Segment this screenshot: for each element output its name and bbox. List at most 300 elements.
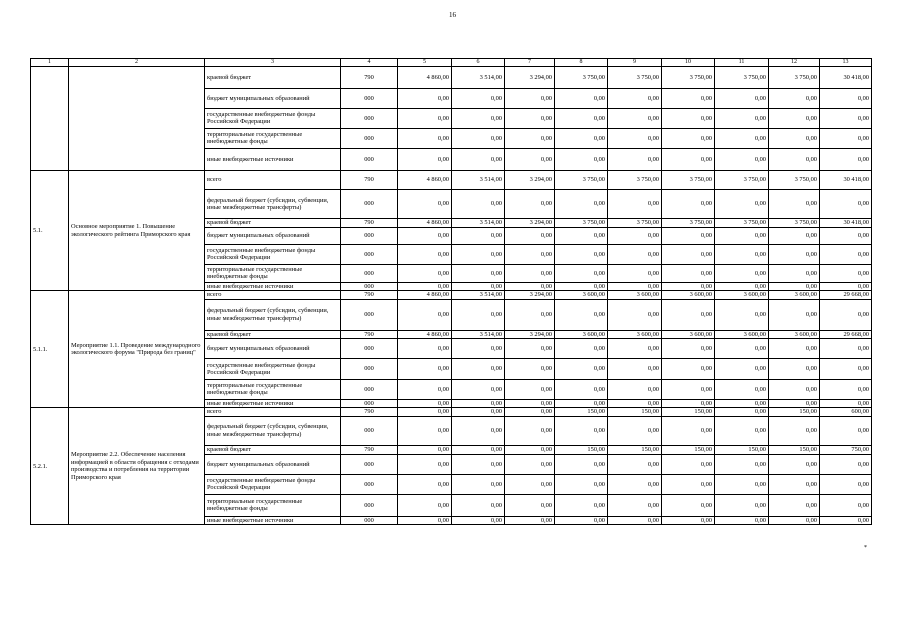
year-value: 0,00	[608, 299, 662, 330]
total-value: 0,00	[820, 379, 872, 399]
year-value: 0,00	[608, 108, 662, 128]
year-value: 0,00	[555, 338, 608, 358]
total-value: 0,00	[820, 128, 872, 148]
budget-code: 000	[341, 474, 398, 494]
year-value: 0,00	[505, 399, 555, 407]
total-value: 0,00	[820, 474, 872, 494]
year-value: 0,00	[555, 108, 608, 128]
column-number: 11	[715, 59, 769, 67]
year-value: 0,00	[662, 189, 715, 218]
year-value: 150,00	[555, 408, 608, 416]
budget-code: 000	[341, 494, 398, 516]
year-value: 0,00	[452, 128, 505, 148]
year-value: 0,00	[715, 148, 769, 170]
budget-table-body	[31, 59, 872, 525]
year-value: 0,00	[715, 282, 769, 290]
year-value: 4 860,00	[398, 330, 452, 338]
year-value: 0,00	[608, 244, 662, 264]
budget-code: 000	[341, 454, 398, 474]
year-value: 0,00	[398, 244, 452, 264]
year-value: 0,00	[398, 108, 452, 128]
total-value: 0,00	[820, 399, 872, 407]
year-value: 0,00	[662, 416, 715, 445]
budget-code: 000	[341, 189, 398, 218]
year-value: 0,00	[608, 338, 662, 358]
funding-source: государственные внебюджетные фонды Российской Федерации	[205, 244, 341, 264]
total-value: 0,00	[820, 227, 872, 244]
budget-code: 000	[341, 416, 398, 445]
activity-name: Мероприятие 1.1. Проведение международного экологического форума "Природа без границ"	[69, 291, 205, 408]
year-value: 0,00	[505, 148, 555, 170]
budget-code: 790	[341, 291, 398, 299]
year-value: 0,00	[608, 264, 662, 282]
year-value: 0,00	[452, 399, 505, 407]
funding-source: территориальные государственные внебюджетные фонды	[205, 264, 341, 282]
year-value: 0,00	[662, 88, 715, 108]
budget-code: 790	[341, 170, 398, 189]
year-value: 3 514,00	[452, 66, 505, 88]
year-value: 0,00	[769, 88, 820, 108]
year-value: 0,00	[398, 282, 452, 290]
year-value: 0,00	[555, 516, 608, 524]
year-value: 150,00	[662, 445, 715, 454]
year-value: 3 294,00	[505, 170, 555, 189]
total-value: 0,00	[820, 108, 872, 128]
funding-source: государственные внебюджетные фонды Российской Федерации	[205, 358, 341, 379]
total-value: 750,00	[820, 445, 872, 454]
year-value: 0,00	[662, 494, 715, 516]
year-value: 3 294,00	[505, 291, 555, 299]
year-value: 0,00	[555, 454, 608, 474]
year-value: 0,00	[452, 282, 505, 290]
year-value: 0,00	[555, 189, 608, 218]
funding-source: иные внебюджетные источники	[205, 282, 341, 290]
year-value: 0,00	[662, 338, 715, 358]
year-value: 0,00	[452, 445, 505, 454]
year-value: 0,00	[398, 358, 452, 379]
year-value: 3 514,00	[452, 291, 505, 299]
year-value: 0,00	[398, 128, 452, 148]
footer-mark: *	[864, 545, 867, 551]
year-value: 0,00	[398, 454, 452, 474]
year-value: 4 860,00	[398, 66, 452, 88]
year-value: 0,00	[555, 379, 608, 399]
year-value: 0,00	[555, 358, 608, 379]
total-value: 0,00	[820, 148, 872, 170]
year-value: 3 294,00	[505, 66, 555, 88]
year-value: 4 860,00	[398, 218, 452, 227]
year-value: 0,00	[662, 244, 715, 264]
year-value: 0,00	[608, 282, 662, 290]
year-value: 0,00	[505, 494, 555, 516]
item-number: 5.1.1.	[31, 291, 69, 408]
year-value: 3 514,00	[452, 170, 505, 189]
budget-code: 000	[341, 399, 398, 407]
column-number: 4	[341, 59, 398, 67]
year-value: 0,00	[505, 128, 555, 148]
year-value: 0,00	[505, 474, 555, 494]
table-row	[31, 66, 872, 88]
year-value: 0,00	[715, 379, 769, 399]
year-value: 0,00	[715, 494, 769, 516]
year-value: 0,00	[715, 358, 769, 379]
year-value: 150,00	[715, 445, 769, 454]
budget-code: 000	[341, 516, 398, 524]
year-value: 0,00	[715, 244, 769, 264]
budget-code: 000	[341, 88, 398, 108]
column-number: 7	[505, 59, 555, 67]
year-value: 3 600,00	[715, 330, 769, 338]
year-value: 0,00	[662, 227, 715, 244]
funding-source: иные внебюджетные источники	[205, 148, 341, 170]
year-value: 0,00	[769, 379, 820, 399]
year-value: 150,00	[769, 445, 820, 454]
year-value: 3 600,00	[715, 291, 769, 299]
year-value: 0,00	[769, 148, 820, 170]
year-value: 0,00	[555, 88, 608, 108]
item-number: 5.1.	[31, 170, 69, 290]
year-value: 0,00	[505, 379, 555, 399]
total-value: 0,00	[820, 338, 872, 358]
year-value: 0,00	[608, 358, 662, 379]
year-value: 3 600,00	[608, 330, 662, 338]
year-value: 0,00	[452, 516, 505, 524]
budget-code: 790	[341, 218, 398, 227]
year-value: 0,00	[769, 264, 820, 282]
column-number: 3	[205, 59, 341, 67]
year-value: 0,00	[398, 445, 452, 454]
year-value: 3 600,00	[769, 330, 820, 338]
year-value: 0,00	[608, 399, 662, 407]
year-value: 0,00	[662, 148, 715, 170]
funding-source: территориальные государственные внебюджетные фонды	[205, 379, 341, 399]
year-value: 0,00	[452, 379, 505, 399]
budget-code: 000	[341, 379, 398, 399]
year-value: 0,00	[398, 148, 452, 170]
total-value: 0,00	[820, 264, 872, 282]
funding-source: всего	[205, 170, 341, 189]
total-value: 0,00	[820, 358, 872, 379]
total-value: 0,00	[820, 189, 872, 218]
year-value: 0,00	[769, 358, 820, 379]
year-value: 0,00	[608, 227, 662, 244]
table-row	[31, 291, 872, 299]
column-number-row	[31, 59, 872, 67]
budget-code: 790	[341, 330, 398, 338]
year-value: 0,00	[769, 416, 820, 445]
year-value: 3 750,00	[608, 66, 662, 88]
year-value: 0,00	[608, 128, 662, 148]
budget-code: 790	[341, 445, 398, 454]
total-value: 0,00	[820, 282, 872, 290]
year-value: 0,00	[452, 338, 505, 358]
year-value: 0,00	[452, 189, 505, 218]
funding-source: государственные внебюджетные фонды Российской Федерации	[205, 108, 341, 128]
column-number: 2	[69, 59, 205, 67]
year-value: 0,00	[662, 474, 715, 494]
funding-source: краевой бюджет	[205, 66, 341, 88]
year-value: 3 750,00	[555, 218, 608, 227]
funding-source: федеральный бюджет (субсидии, субвенции, иные межбюджетные трансферты)	[205, 189, 341, 218]
budget-code: 000	[341, 282, 398, 290]
year-value: 0,00	[398, 399, 452, 407]
column-number: 9	[608, 59, 662, 67]
year-value: 0,00	[452, 108, 505, 128]
year-value: 150,00	[662, 408, 715, 416]
year-value: 0,00	[398, 338, 452, 358]
year-value: 0,00	[505, 264, 555, 282]
year-value: 0,00	[715, 189, 769, 218]
year-value: 0,00	[505, 88, 555, 108]
year-value: 0,00	[505, 108, 555, 128]
year-value: 3 600,00	[608, 291, 662, 299]
total-value: 0,00	[820, 494, 872, 516]
year-value: 0,00	[398, 88, 452, 108]
activity-name: Мероприятие 2.2. Обеспечение населения информацией в области обращения с отходами производства и потребления на территории Приморского края	[69, 408, 205, 525]
year-value: 0,00	[769, 299, 820, 330]
year-value: 0,00	[715, 416, 769, 445]
year-value: 3 750,00	[555, 66, 608, 88]
year-value: 0,00	[505, 338, 555, 358]
year-value: 3 600,00	[662, 330, 715, 338]
item-number: 5.2.1.	[31, 408, 69, 525]
total-value: 0,00	[820, 244, 872, 264]
year-value: 3 514,00	[452, 330, 505, 338]
column-number: 10	[662, 59, 715, 67]
column-number: 1	[31, 59, 69, 67]
budget-code: 000	[341, 264, 398, 282]
year-value: 4 860,00	[398, 170, 452, 189]
year-value: 0,00	[505, 227, 555, 244]
year-value: 0,00	[398, 227, 452, 244]
year-value: 0,00	[555, 282, 608, 290]
year-value: 0,00	[769, 244, 820, 264]
year-value: 0,00	[715, 338, 769, 358]
year-value: 0,00	[769, 227, 820, 244]
year-value: 3 750,00	[662, 218, 715, 227]
year-value: 0,00	[608, 454, 662, 474]
total-value: 30 418,00	[820, 218, 872, 227]
funding-source: федеральный бюджет (субсидии, субвенции, иные межбюджетные трансферты)	[205, 416, 341, 445]
column-number: 13	[820, 59, 872, 67]
year-value: 0,00	[662, 399, 715, 407]
funding-source: бюджет муниципальных образований	[205, 88, 341, 108]
year-value: 0,00	[715, 399, 769, 407]
year-value: 0,00	[715, 88, 769, 108]
year-value: 0,00	[452, 148, 505, 170]
year-value: 0,00	[398, 189, 452, 218]
total-value: 30 418,00	[820, 66, 872, 88]
year-value: 0,00	[608, 379, 662, 399]
funding-source: краевой бюджет	[205, 218, 341, 227]
year-value: 0,00	[662, 264, 715, 282]
year-value: 0,00	[608, 88, 662, 108]
year-value: 3 294,00	[505, 330, 555, 338]
year-value: 150,00	[555, 445, 608, 454]
year-value: 0,00	[555, 494, 608, 516]
year-value: 0,00	[555, 264, 608, 282]
year-value: 0,00	[555, 299, 608, 330]
year-value: 0,00	[769, 399, 820, 407]
budget-code: 000	[341, 227, 398, 244]
funding-source: бюджет муниципальных образований	[205, 227, 341, 244]
year-value: 0,00	[715, 299, 769, 330]
year-value: 0,00	[398, 264, 452, 282]
year-value: 0,00	[769, 108, 820, 128]
year-value: 0,00	[505, 244, 555, 264]
year-value: 3 600,00	[662, 291, 715, 299]
budget-code: 790	[341, 66, 398, 88]
year-value: 3 750,00	[769, 66, 820, 88]
year-value: 150,00	[769, 408, 820, 416]
year-value: 0,00	[398, 516, 452, 524]
funding-source: краевой бюджет	[205, 330, 341, 338]
funding-source: федеральный бюджет (субсидии, субвенции, иные межбюджетные трансферты)	[205, 299, 341, 330]
budget-code: 000	[341, 108, 398, 128]
year-value: 0,00	[452, 299, 505, 330]
page-number: 16	[449, 11, 456, 19]
budget-code: 790	[341, 408, 398, 416]
year-value: 3 600,00	[555, 330, 608, 338]
year-value: 0,00	[452, 227, 505, 244]
year-value: 3 750,00	[715, 170, 769, 189]
funding-source: территориальные государственные внебюджетные фонды	[205, 494, 341, 516]
funding-source: бюджет муниципальных образований	[205, 338, 341, 358]
year-value: 0,00	[769, 454, 820, 474]
year-value: 0,00	[769, 516, 820, 524]
year-value: 0,00	[715, 227, 769, 244]
year-value: 3 750,00	[715, 218, 769, 227]
year-value: 0,00	[608, 416, 662, 445]
year-value: 0,00	[555, 227, 608, 244]
year-value: 3 750,00	[608, 218, 662, 227]
budget-code: 000	[341, 299, 398, 330]
budget-table	[30, 58, 872, 525]
total-value: 0,00	[820, 516, 872, 524]
year-value: 0,00	[662, 379, 715, 399]
year-value: 0,00	[505, 282, 555, 290]
year-value: 0,00	[452, 474, 505, 494]
year-value: 0,00	[505, 416, 555, 445]
budget-code: 000	[341, 358, 398, 379]
year-value: 0,00	[505, 358, 555, 379]
year-value: 0,00	[505, 445, 555, 454]
year-value: 0,00	[505, 408, 555, 416]
funding-source: государственные внебюджетные фонды Российской Федерации	[205, 474, 341, 494]
year-value: 3 600,00	[769, 291, 820, 299]
year-value: 0,00	[505, 299, 555, 330]
year-value: 0,00	[715, 516, 769, 524]
year-value: 0,00	[398, 416, 452, 445]
year-value: 0,00	[769, 128, 820, 148]
year-value: 0,00	[398, 494, 452, 516]
year-value: 0,00	[769, 189, 820, 218]
year-value: 3 750,00	[662, 66, 715, 88]
year-value: 150,00	[608, 408, 662, 416]
funding-source: краевой бюджет	[205, 445, 341, 454]
year-value: 0,00	[715, 264, 769, 282]
year-value: 0,00	[769, 282, 820, 290]
year-value: 0,00	[715, 474, 769, 494]
year-value: 0,00	[662, 299, 715, 330]
total-value: 0,00	[820, 299, 872, 330]
year-value: 0,00	[662, 358, 715, 379]
year-value: 4 860,00	[398, 291, 452, 299]
year-value: 0,00	[715, 454, 769, 474]
year-value: 0,00	[398, 408, 452, 416]
year-value: 0,00	[555, 399, 608, 407]
year-value: 0,00	[398, 474, 452, 494]
year-value: 3 750,00	[769, 170, 820, 189]
year-value: 0,00	[608, 148, 662, 170]
year-value: 0,00	[452, 88, 505, 108]
year-value: 0,00	[662, 128, 715, 148]
year-value: 0,00	[715, 108, 769, 128]
year-value: 0,00	[452, 454, 505, 474]
table-row	[31, 170, 872, 189]
year-value: 0,00	[555, 474, 608, 494]
budget-code: 000	[341, 128, 398, 148]
year-value: 0,00	[769, 474, 820, 494]
year-value: 0,00	[555, 416, 608, 445]
column-number: 5	[398, 59, 452, 67]
total-value: 0,00	[820, 416, 872, 445]
column-number: 6	[452, 59, 505, 67]
year-value: 3 600,00	[555, 291, 608, 299]
year-value: 150,00	[608, 445, 662, 454]
year-value: 0,00	[769, 338, 820, 358]
funding-source: иные внебюджетные источники	[205, 399, 341, 407]
year-value: 0,00	[452, 408, 505, 416]
year-value: 3 750,00	[769, 218, 820, 227]
table-row	[31, 408, 872, 416]
year-value: 3 750,00	[715, 66, 769, 88]
column-number: 12	[769, 59, 820, 67]
year-value: 0,00	[555, 244, 608, 264]
year-value: 0,00	[452, 494, 505, 516]
funding-source: иные внебюджетные источники	[205, 516, 341, 524]
year-value: 0,00	[608, 516, 662, 524]
activity-name	[69, 66, 205, 170]
year-value: 3 294,00	[505, 218, 555, 227]
funding-source: всего	[205, 291, 341, 299]
year-value: 3 514,00	[452, 218, 505, 227]
year-value: 0,00	[662, 108, 715, 128]
year-value: 3 750,00	[555, 170, 608, 189]
funding-source: всего	[205, 408, 341, 416]
year-value: 0,00	[608, 474, 662, 494]
year-value: 0,00	[715, 128, 769, 148]
column-number: 8	[555, 59, 608, 67]
year-value: 0,00	[505, 454, 555, 474]
funding-source: территориальные государственные внебюджетные фонды	[205, 128, 341, 148]
total-value: 29 668,00	[820, 291, 872, 299]
year-value: 0,00	[608, 189, 662, 218]
total-value: 600,00	[820, 408, 872, 416]
year-value: 0,00	[505, 189, 555, 218]
year-value: 0,00	[452, 244, 505, 264]
year-value: 0,00	[555, 148, 608, 170]
year-value: 3 750,00	[608, 170, 662, 189]
total-value: 0,00	[820, 88, 872, 108]
year-value: 0,00	[555, 128, 608, 148]
item-number	[31, 66, 69, 170]
total-value: 29 668,00	[820, 330, 872, 338]
total-value: 30 418,00	[820, 170, 872, 189]
year-value: 0,00	[769, 494, 820, 516]
activity-name: Основное мероприятие 1. Повышение экологического рейтинга Приморского края	[69, 170, 205, 290]
year-value: 0,00	[662, 282, 715, 290]
